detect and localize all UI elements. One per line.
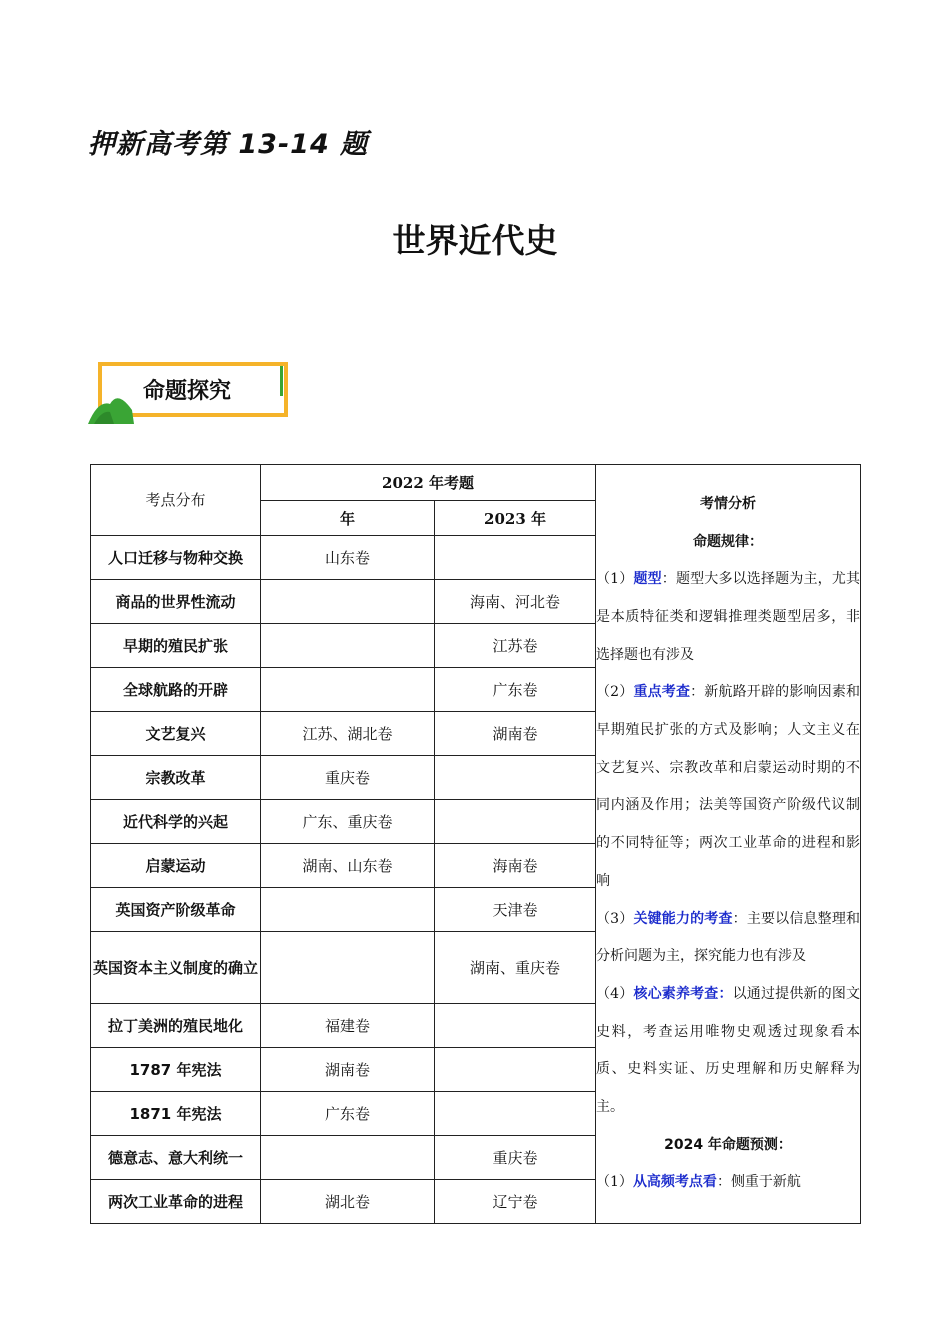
analysis-panel	[596, 465, 861, 1224]
item-number: （1）	[596, 1174, 633, 1191]
item-number: （3）	[596, 910, 634, 927]
item-number: （2）	[596, 684, 634, 701]
topic-cell: 英国资本主义制度的确立	[91, 932, 261, 1004]
topic-cell: 近代科学的兴起	[91, 800, 261, 844]
item-text: 主要以信息整理和分析问题为主，探究能力也有涉及	[596, 910, 861, 965]
cell-2023: 广东卷	[435, 668, 596, 712]
topic-cell: 早期的殖民扩张	[91, 624, 261, 668]
badge-label: 命题探究	[143, 379, 232, 404]
cell-2022	[261, 1136, 435, 1180]
topic-cell: 商品的世界性流动	[91, 580, 261, 624]
header-sub-year: 年	[261, 501, 435, 536]
cell-2022	[261, 668, 435, 712]
header-2022: 2022 年考题	[261, 465, 596, 501]
item-number: （4）	[596, 985, 634, 1002]
topic-cell: 文艺复兴	[91, 712, 261, 756]
cell-2023	[435, 756, 596, 800]
topic-cell: 英国资产阶级革命	[91, 888, 261, 932]
topic-cell: 拉丁美洲的殖民地化	[91, 1004, 261, 1048]
cell-2022: 湖北卷	[261, 1180, 435, 1224]
cell-2023	[435, 1048, 596, 1092]
rule-heading: 命题规律：	[693, 533, 764, 550]
item-text: 新航路开辟的影响因素和早期殖民扩张的方式及影响；人文主义在文艺复兴、宗教改革和启蒙运动时期的不同内涵及作用；法美等国资产阶级代议制的不同特征等；两次工业革命的进程和影响	[596, 684, 861, 889]
cell-2023	[435, 536, 596, 580]
analysis-item	[596, 674, 860, 900]
item-label: 重点考查	[633, 684, 691, 701]
cell-2023	[435, 800, 596, 844]
cell-2023: 天津卷	[435, 888, 596, 932]
cell-2023: 湖南、重庆卷	[435, 932, 596, 1004]
analysis-item	[596, 976, 860, 1127]
item-label: 关键能力的考查	[633, 910, 733, 927]
forecast-heading: 2024 年命题预测：	[664, 1136, 792, 1153]
cell-2023: 海南卷	[435, 844, 596, 888]
item-text: 以通过提供新的图文史料，考查运用唯物史观透过现象看本质、史料实证、历史理解和历史解释为主。	[596, 985, 861, 1116]
cell-2023: 江苏卷	[435, 624, 596, 668]
cell-2022: 广东卷	[261, 1092, 435, 1136]
analysis-heading: 考情分析	[700, 495, 757, 512]
section-badge	[88, 360, 298, 428]
cell-2023	[435, 1092, 596, 1136]
cell-2022: 山东卷	[261, 536, 435, 580]
item-label: 从高频考点看	[632, 1174, 717, 1191]
cell-2023: 重庆卷	[435, 1136, 596, 1180]
analysis-item	[596, 901, 860, 976]
cell-2022	[261, 624, 435, 668]
cell-2022	[261, 580, 435, 624]
item-text: 题型大多以选择题为主，尤其是本质特征类和逻辑推理类题型居多，非选择题也有涉及	[596, 571, 861, 663]
item-label: 题型	[633, 571, 662, 588]
cell-2022: 江苏、湖北卷	[261, 712, 435, 756]
forecast-item	[596, 1164, 860, 1202]
item-sep: ：	[732, 910, 747, 927]
topic-cell: 德意志、意大利统一	[91, 1136, 261, 1180]
item-sep: ：	[716, 1174, 731, 1191]
item-label: 核心素养考查：	[633, 985, 733, 1002]
mountain-icon	[88, 360, 148, 428]
cell-2023: 海南、河北卷	[435, 580, 596, 624]
topic-cell: 1787 年宪法	[91, 1048, 261, 1092]
header-2023: 2023 年	[435, 501, 596, 536]
cell-2022	[261, 932, 435, 1004]
cell-2022: 广东、重庆卷	[261, 800, 435, 844]
item-sep: ：	[661, 571, 676, 588]
item-text: 侧重于新航	[730, 1174, 801, 1191]
exam-topic-table	[90, 464, 861, 1224]
analysis-item	[596, 561, 860, 674]
cell-2023	[435, 1004, 596, 1048]
cell-2023: 辽宁卷	[435, 1180, 596, 1224]
topic-cell: 两次工业革命的进程	[91, 1180, 261, 1224]
topic-cell: 人口迁移与物种交换	[91, 536, 261, 580]
page-title: 世界近代史	[392, 221, 558, 260]
header-title: 押新高考第 13-14 题	[88, 129, 369, 160]
topic-cell: 全球航路的开辟	[91, 668, 261, 712]
topic-cell: 1871 年宪法	[91, 1092, 261, 1136]
badge-accent-line	[280, 366, 283, 396]
item-number: （1）	[596, 571, 634, 588]
topic-cell: 启蒙运动	[91, 844, 261, 888]
cell-2022: 福建卷	[261, 1004, 435, 1048]
header-topic: 考点分布	[91, 465, 261, 536]
cell-2022: 湖南、山东卷	[261, 844, 435, 888]
cell-2022	[261, 888, 435, 932]
cell-2022: 重庆卷	[261, 756, 435, 800]
topic-cell: 宗教改革	[91, 756, 261, 800]
cell-2022: 湖南卷	[261, 1048, 435, 1092]
cell-2023: 湖南卷	[435, 712, 596, 756]
item-sep: ：	[690, 684, 705, 701]
